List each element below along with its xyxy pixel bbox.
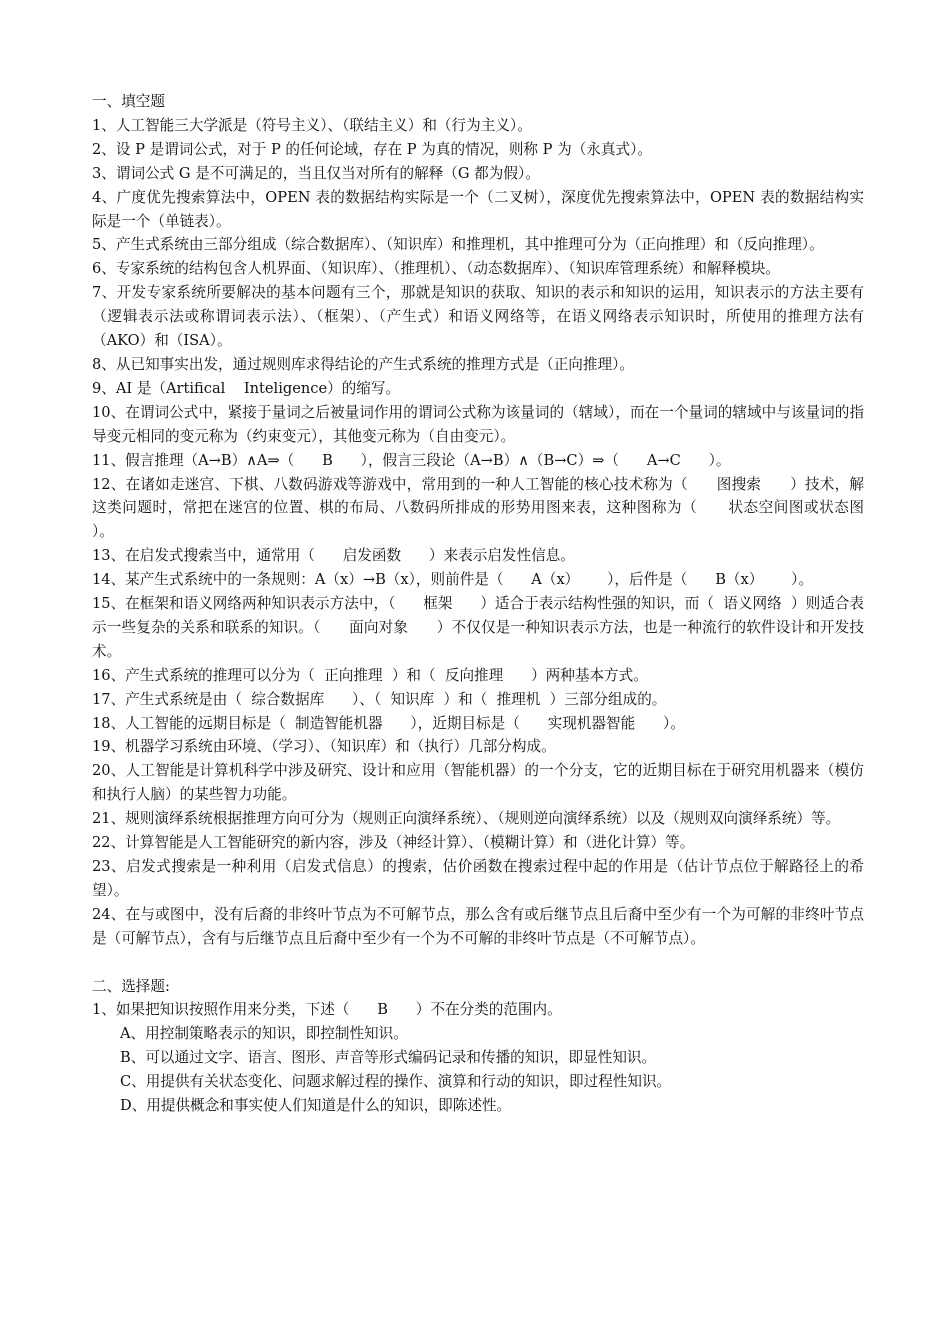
question-item: 15、在框架和语义网络两种知识表示方法中，（ 框架 ）适合于表示结构性强的知识，而（ 语义网络 ）则适合表示一些复杂的关系和联系的知识。（ 面向对象 ）不仅仅是一种知识表示方法，也是一种流行的软件设计和开发技术。 — [92, 595, 864, 660]
question-item: 23、启发式搜索是一种利用（启发式信息）的搜索，估价函数在搜索过程中起的作用是（估计节点位于解路径上的希望）。 — [92, 858, 864, 899]
question-item: 17、产生式系统是由（ 综合数据库 ）、（ 知识库 ）和（ 推理机 ）三部分组成的。 — [92, 690, 667, 708]
question-item: 14、某产生式系统中的一条规则：A（x）→B（x），则前件是（ A（x） ），后件是（ B（x） ）。 — [92, 571, 814, 589]
multiple-choice-question — [92, 998, 864, 1118]
question-item: 6、专家系统的结构包含人机界面、（知识库）、（推理机）、（动态数据库）、（知识库管理系统）和解释模块。 — [92, 260, 780, 278]
question-item: 24、在与或图中，没有后裔的非终叶节点为不可解节点，那么含有或后继节点且后裔中至少有一个为可解的非终叶节点是（可解节点），含有与后继节点且后裔中至少有一个为不可解的非终叶节点是（不可解节点）。 — [92, 905, 864, 947]
section-title-fill-blank: 一、填空题 — [92, 93, 165, 110]
question-item: 12、在诸如走迷宫、下棋、八数码游戏等游戏中，常用到的一种人工智能的核心技术称为（ 图搜索 ）技术，解这类问题时，常把在迷宫的位置、棋的布局、八数码所排成的形势用图来表，这种图称为（ 状态空间图或状态图 ）。 — [92, 475, 892, 541]
question-item: 8、从已知事实出发，通过规则库求得结论的产生式系统的推理方式是（正向推理）。 — [92, 355, 634, 373]
section-title-multiple-choice: 二、选择题: — [92, 977, 170, 995]
question-item: 7、开发专家系统所要解决的基本问题有三个，那就是知识的获取、知识的表示和知识的运用，知识表示的方法主要有（逻辑表示法或称谓词表示法）、（框架）、（产生式）和语义网络等，在语义网络表示知识时，所使用的推理方法有（AKO）和（ISA）。 — [92, 284, 864, 350]
answer-option-b: B、可以通过文字、语言、图形、声音等形式编码记录和传播的知识，即显性知识。 — [120, 1049, 657, 1067]
answer-option-c: C、用提供有关状态变化、问题求解过程的操作、演算和行动的知识，即过程性知识。 — [120, 1073, 672, 1091]
question-item: 5、产生式系统由三部分组成（综合数据库）、（知识库）和推理机，其中推理可分为（正向推理）和（反向推理）。 — [92, 236, 824, 254]
question-item: 16、产生式系统的推理可以分为（ 正向推理 ）和（ 反向推理 ）两种基本方式。 — [92, 666, 648, 684]
question-item: 13、在启发式搜索当中，通常用（ 启发函数 ）来表示启发性信息。 — [92, 547, 575, 565]
question-item: 3、谓词公式 G 是不可满足的，当且仅当对所有的解释（G 都为假）。 — [92, 164, 540, 182]
question-item: 1、人工智能三大学派是（符号主义）、（联结主义）和（行为主义）。 — [92, 116, 532, 134]
question-item: 9、AI 是（Artifical Inteligence）的缩写。 — [92, 379, 401, 397]
section-spacer — [92, 951, 864, 975]
question-item: 21、规则演绎系统根据推理方向可分为（规则正向演绎系统）、（规则逆向演绎系统）以及（规则双向演绎系统）等。 — [92, 810, 841, 828]
question-item: 18、人工智能的远期目标是（ 制造智能机器 ），近期目标是（ 实现机器智能 ）。 — [92, 714, 685, 732]
question-item: 19、机器学习系统由环境、（学习）、（知识库）和（执行）几部分构成。 — [92, 738, 556, 756]
question-stem: 1、如果把知识按照作用来分类，下述（ B ）不在分类的范围内。 — [92, 1001, 562, 1019]
answer-option-d: D、用提供概念和事实使人们知道是什么的知识，即陈述性。 — [120, 1097, 512, 1115]
question-item: 2、设 P 是谓词公式，对于 P 的任何论域，存在 P 为真的情况，则称 P 为（永真式）。 — [92, 140, 652, 158]
question-item: 22、计算智能是人工智能研究的新内容，涉及（神经计算）、（模糊计算）和（进化计算）等。 — [92, 834, 695, 852]
question-item: 10、在谓词公式中，紧接于量词之后被量词作用的谓词公式称为该量词的（辖域），而在一个量词的辖域中与该量词的指导变元相同的变元称为（约束变元），其他变元称为（自由变元）。 — [92, 403, 864, 445]
fill-blank-question-list — [92, 114, 892, 951]
question-item: 20、人工智能是计算机科学中涉及研究、设计和应用（智能机器）的一个分支，它的近期目标在于研究用机器来（模仿和执行人脑）的某些智力功能。 — [92, 762, 864, 804]
question-item: 11、假言推理（A→B）∧A⇒（ B ），假言三段论（A→B）∧（B→C）⇒（ A→C ）。 — [92, 451, 731, 469]
question-item: 4、广度优先搜索算法中，OPEN 表的数据结构实际是一个（二叉树），深度优先搜索算法中，OPEN 表的数据结构实际是一个（单链表）。 — [92, 188, 864, 230]
answer-option-a: A、用控制策略表示的知识，即控制性知识。 — [120, 1025, 408, 1043]
document-page — [92, 90, 892, 1118]
